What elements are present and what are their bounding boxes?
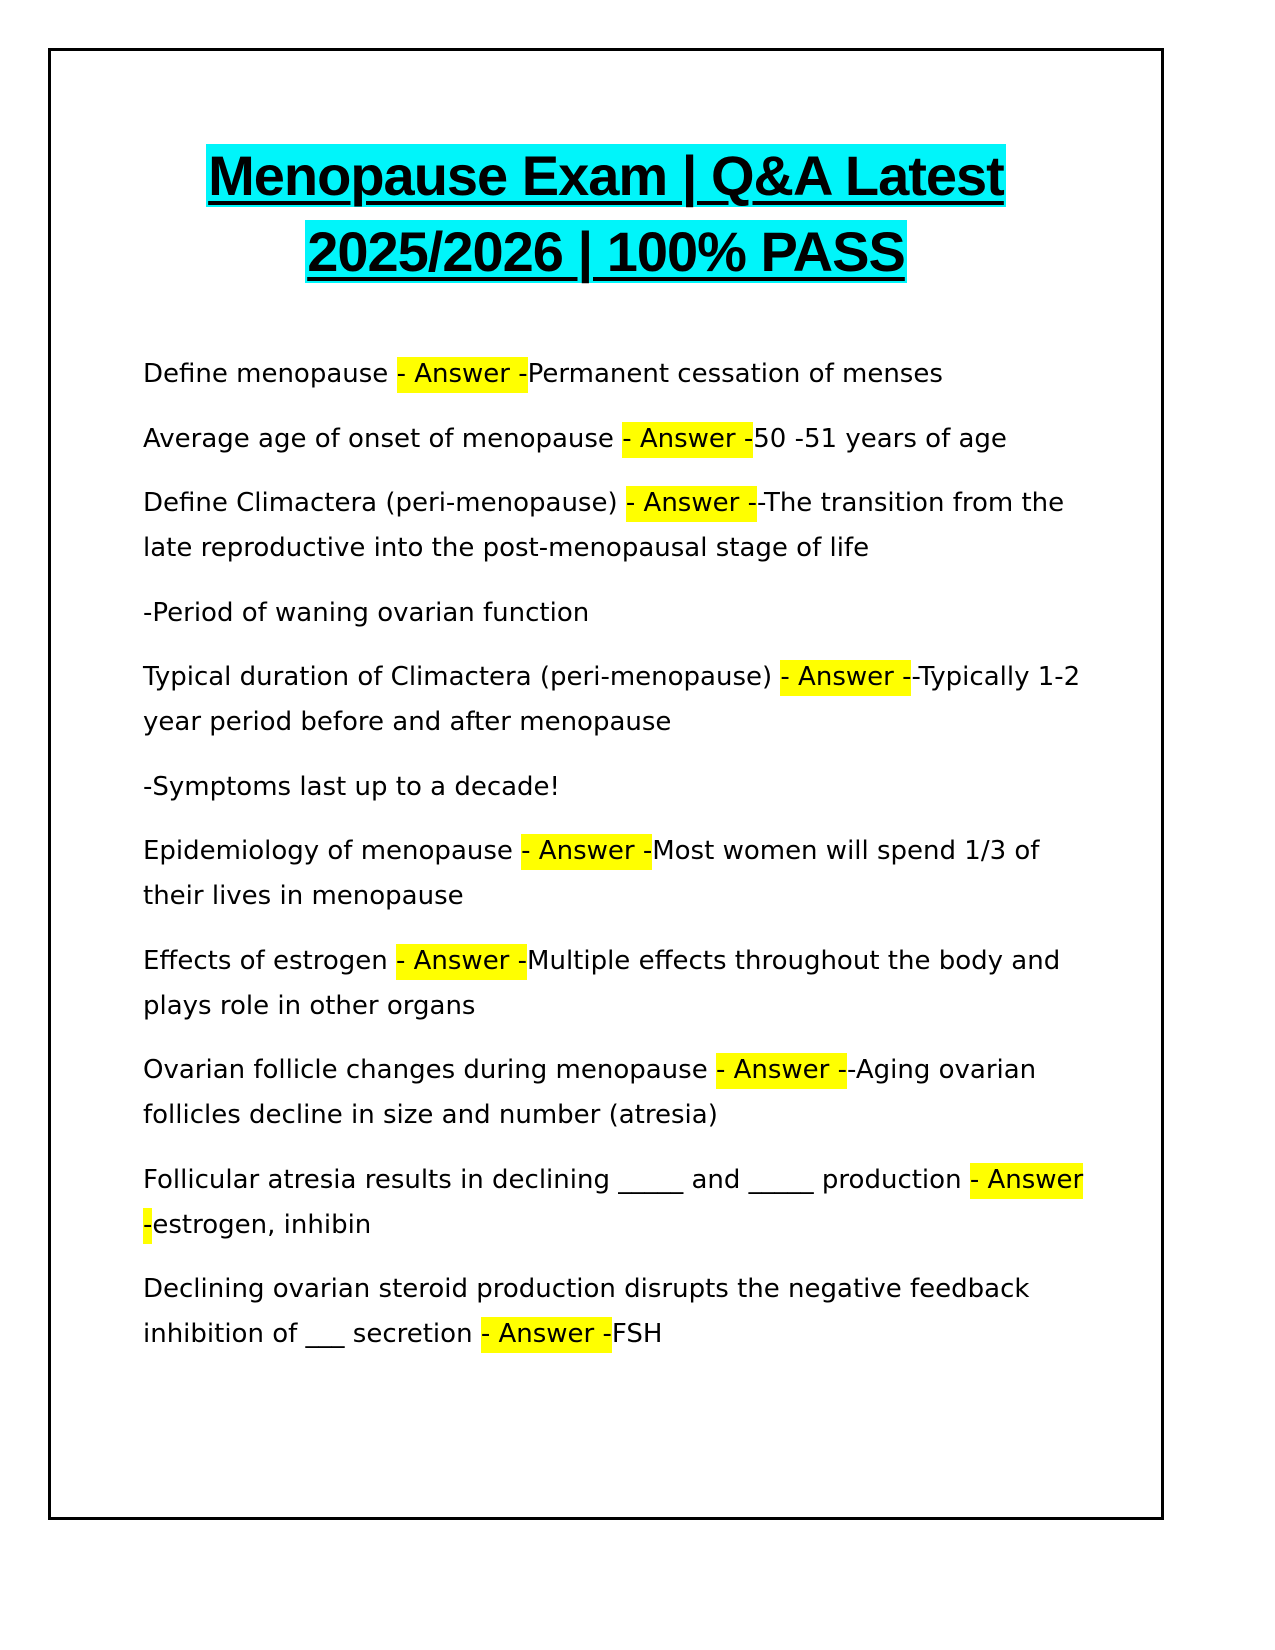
question-text: Effects of estrogen [143, 945, 396, 976]
answer-marker: - Answer - [481, 1317, 612, 1353]
qa-item [143, 417, 1093, 462]
question-text: Declining ovarian steroid production disrupts the negative feedback inhibition of ___ secretion [143, 1274, 1030, 1349]
qa-item [143, 1158, 1093, 1248]
question-text: Average age of onset of menopause [143, 423, 623, 454]
title-line-1: Menopause Exam | Q&A Latest [208, 144, 1004, 207]
answer-marker: - Answer - [626, 486, 757, 522]
qa-item [143, 1267, 1093, 1357]
answer-marker: - Answer - [622, 422, 753, 458]
answer-marker: - Answer - [716, 1053, 847, 1089]
qa-item [143, 1048, 1093, 1138]
answer-marker: - Answer - [143, 1163, 1083, 1244]
document-title [0, 138, 1212, 290]
qa-item [143, 352, 1093, 397]
answer-marker: - Answer - [396, 944, 527, 980]
qa-item [143, 655, 1093, 745]
question-text: Typical duration of Climactera (peri-menopause) [143, 662, 781, 692]
question-text: Follicular atresia results in declining _____ and _____ production [143, 1164, 970, 1195]
question-text: Epidemiology of menopause [143, 836, 522, 866]
qa-item [143, 939, 1093, 1029]
question-text: Define menopause [143, 359, 397, 389]
note-line: -Period of waning ovarian function [143, 597, 590, 628]
question-text: Ovarian follicle changes during menopause [143, 1055, 716, 1085]
answer-text: -Typically 1-2 year period before and after menopause [143, 662, 1081, 737]
answer-text: Permanent cessation of menses [527, 359, 943, 389]
answer-text: 50 -51 years of age [753, 423, 1007, 454]
qa-list [143, 352, 1093, 1377]
answer-marker: - Answer - [397, 357, 528, 393]
answer-text: -Aging ovarian follicles decline in size and number (atresia) [143, 1055, 1037, 1130]
title-line-2: 2025/2026 | 100% PASS [307, 220, 905, 283]
note-line: -Symptoms last up to a decade! [143, 771, 560, 802]
qa-item [143, 481, 1093, 571]
qa-item [143, 829, 1093, 919]
answer-text: Most women will spend 1/3 of their lives in menopause [143, 836, 1040, 911]
answer-text: Multiple effects throughout the body and plays role in other organs [143, 945, 1061, 1021]
answer-text: FSH [611, 1319, 663, 1349]
answer-text: -The transition from the late reproductive into the post-menopausal stage of life [143, 488, 1065, 563]
answer-marker: - Answer - [521, 834, 652, 870]
answer-text: estrogen, inhibin [152, 1209, 372, 1240]
question-text: Define Climactera (peri-menopause) [143, 488, 626, 518]
answer-marker: - Answer - [780, 660, 911, 696]
